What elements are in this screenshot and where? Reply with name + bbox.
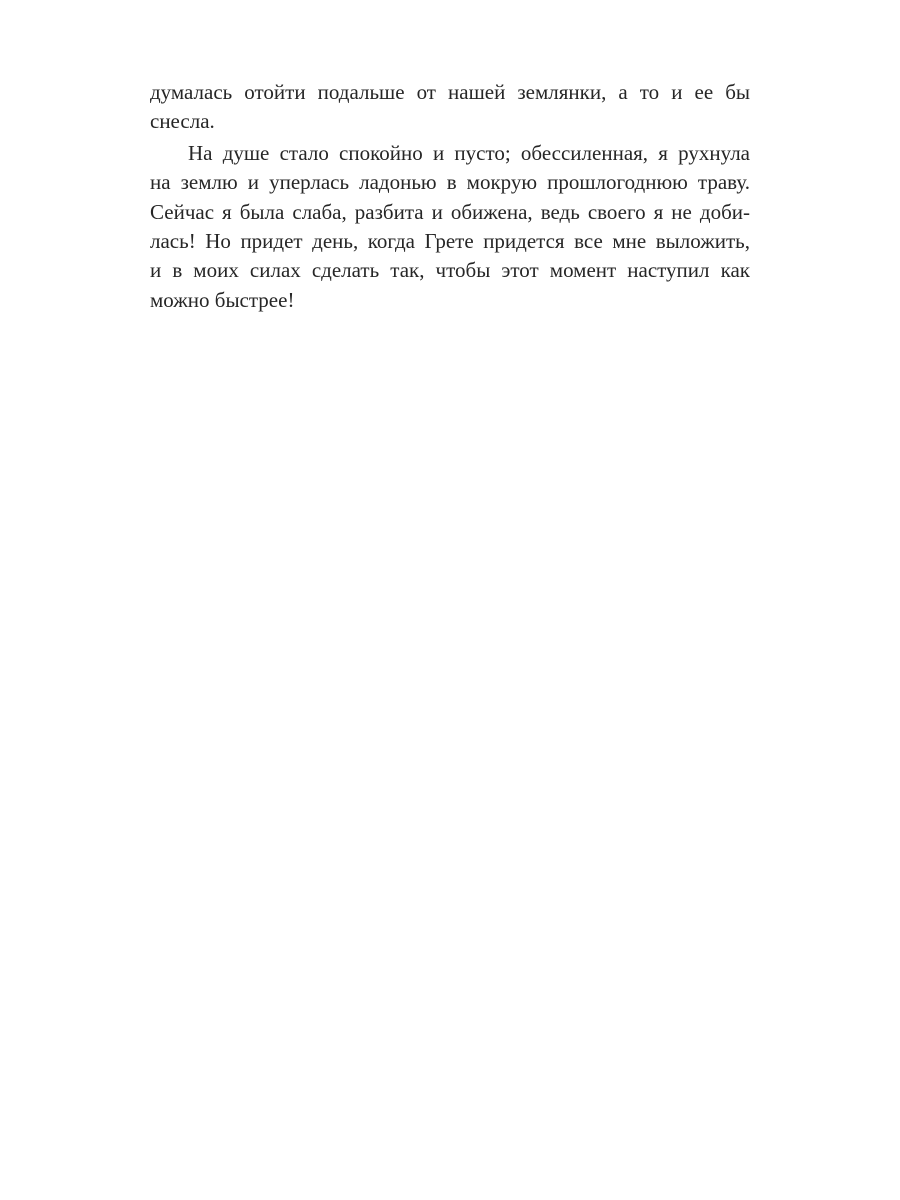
text-line: и в моих силах сделать так, чтобы этот момент наступил как [150,258,750,283]
text-line: На душе стало спокойно и пусто; обессиленная, я рухнула [188,140,750,165]
text-line: можно быстрее! [150,287,295,312]
text-line: лась! Но придет день, когда Грете придется все мне выложить, [150,228,750,253]
text-line: на землю и уперлась ладонью в мокрую прошлогоднюю траву. [150,170,750,195]
body-text [150,78,750,315]
text-line: Сейчас я была слаба, разбита и обижена, ведь своего я не доби- [150,199,750,224]
text-line: думалась отойти подальше от нашей землянки, а то и ее бы [150,80,750,104]
text-line: снесла. [150,109,215,134]
paragraph [150,78,750,137]
paragraph [150,139,750,315]
